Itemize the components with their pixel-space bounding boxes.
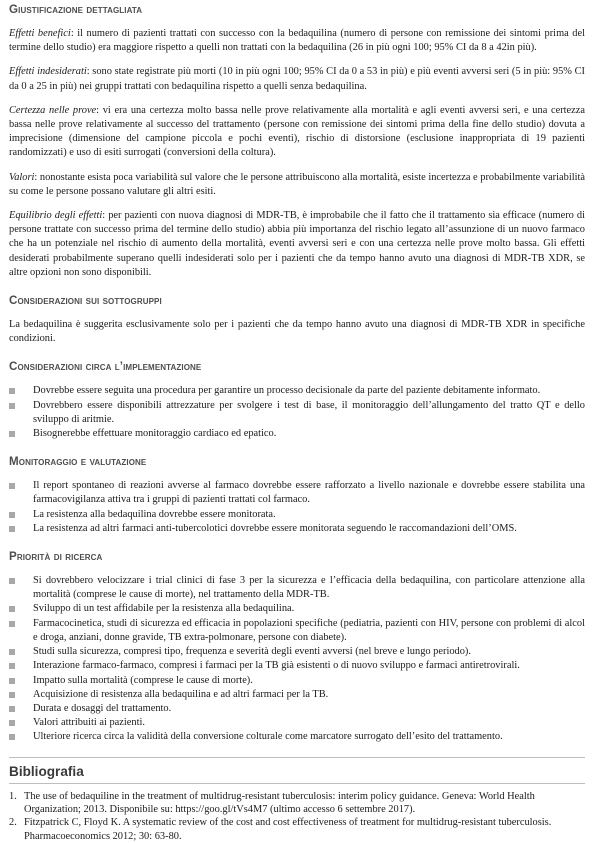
bibliography-top-divider bbox=[9, 757, 585, 758]
paragraph-valori: Valori: nonostante esista poca variabilità sul valore che le persone attribuiscono alla mortalità, esiste incertezza e probabilmente variabilità su come le persone possano valutare gli altri esiti. bbox=[9, 171, 585, 197]
bullet-square-icon bbox=[9, 678, 15, 684]
section-title-sottogruppi: Considerazioni sui sottogruppi bbox=[9, 294, 162, 308]
list-item: Durata e dosaggi del trattamento. bbox=[9, 702, 585, 716]
list-item: La resistenza ad altri farmaci anti-tubercolotici dovrebbe essere monitorata seguendo le raccomandazioni dell’OMS. bbox=[9, 522, 585, 536]
list-item: Interazione farmaco-farmaco, compresi i farmaci per la TB già esistenti o di nuovo sviluppo e farmaci antiretrovirali. bbox=[9, 659, 585, 673]
bullet-square-icon bbox=[9, 606, 15, 612]
list-item: Valori attribuiti ai pazienti. bbox=[9, 716, 585, 730]
bullet-square-icon bbox=[9, 483, 15, 489]
label-valori: Valori bbox=[9, 171, 35, 183]
bullet-square-icon bbox=[9, 621, 15, 627]
bullet-square-icon bbox=[9, 578, 15, 584]
list-item: Sviluppo di un test affidabile per la resistenza alla bedaquilina. bbox=[9, 602, 585, 616]
bullet-square-icon bbox=[9, 512, 15, 518]
list-item: Farmacocinetica, studi di sicurezza ed efficacia in popolazioni specifiche (pediatria, pazienti con HIV, persone con problemi di alcol e droga, anziani, donne gravide, TB extra-polmonare, persone con diabete). bbox=[9, 617, 585, 645]
bibliography-item: 2. Fitzpatrick C, Floyd K. A systematic review of the cost and cost effectiveness of treatment for multidrug-resistant tuberculosis. Pharmacoeconomics 2012; 30: 63-80. bbox=[9, 817, 552, 842]
list-item: Impatto sulla mortalità (comprese le cause di morte). bbox=[9, 674, 585, 688]
section-title-giustificazione: Giustificazione dettagliata bbox=[9, 3, 143, 16]
bullet-square-icon bbox=[9, 706, 15, 712]
bullet-square-icon bbox=[9, 431, 15, 437]
list-item: Ulteriore ricerca circa la validità della conversione colturale come marcatore surrogato dell’esito del trattamento. bbox=[9, 730, 585, 744]
section-title-ricerca: Priorità di ricerca bbox=[9, 550, 103, 564]
bibliography-list bbox=[9, 790, 585, 843]
list-item: Acquisizione di resistenza alla bedaquilina e ad altri farmaci per la TB. bbox=[9, 688, 585, 702]
bullet-square-icon bbox=[9, 649, 15, 655]
paragraph-effetti-indesiderati: Effetti indesiderati: sono state registrate più morti (10 in più ogni 100; 95% CI da 0 a 53 in più) e più eventi avversi seri (5 in più: 95% CI da 0 a 25 in più) nei gruppi trattati con bedaquilina rispetto a quelli senza bedaquilina. bbox=[9, 66, 586, 92]
label-effetti-indesiderati: Effetti indesiderati bbox=[9, 66, 87, 78]
label-effetti-benefici: Effetti benefici bbox=[9, 28, 71, 39]
bibliography-title: Bibliografia bbox=[9, 763, 84, 779]
list-item: Bisognerebbe effettuare monitoraggio cardiaco ed epatico. bbox=[9, 427, 585, 441]
bibliography-item: 1. The use of bedaquiline in the treatment of multidrug-resistant tuberculosis: interim policy guidance. Geneva: World Health Organization; 2013. Disponibile su: https://goo.gl/tVs4M7 (ultimo accesso 6 settembre 2017). bbox=[9, 790, 535, 815]
list-item: Il report spontaneo di reazioni avverse al farmaco dovrebbe essere rafforzato a livello nazionale e dovrebbe essere stabilita una farmacovigilanza attiva tra i gruppi di pazienti trattati col farmaco. bbox=[9, 479, 585, 507]
list-item: Dovrebbe essere seguita una procedura per garantire un processo decisionale da parte del paziente debitamente informato. bbox=[9, 384, 585, 398]
list-ricerca bbox=[9, 574, 585, 744]
list-implementazione bbox=[9, 384, 585, 441]
label-certezza: Certezza nelle prove bbox=[9, 104, 97, 116]
label-equilibrio: Equilibrio degli effetti bbox=[9, 210, 103, 222]
bullet-square-icon bbox=[9, 720, 15, 726]
section-title-monitoraggio: Monitoraggio e valutazione bbox=[9, 455, 147, 469]
bullet-square-icon bbox=[9, 734, 15, 740]
list-monitoraggio bbox=[9, 479, 585, 536]
paragraph-sottogruppi: La bedaquilina è suggerita esclusivamente solo per i pazienti che da tempo hanno avuto una diagnosi di MDR-TB XDR in specifiche condizioni. bbox=[9, 319, 585, 345]
list-item: Si dovrebbero velocizzare i trial clinici di fase 3 per la sicurezza e l’efficacia della bedaquilina, con particolare attenzione alla mortalità (comprese le cause di morte), nel trattamento della MDR-TB. bbox=[9, 574, 585, 602]
list-item: La resistenza alla bedaquilina dovrebbe essere monitorata. bbox=[9, 508, 585, 522]
bullet-square-icon bbox=[9, 692, 15, 698]
paragraph-certezza: Certezza nelle prove: vi era una certezza molto bassa nelle prove relativamente alla mortalità e agli eventi avversi seri, e una certezza bassa nelle prove relativamente al successo del trattamento (persone con remissione dei sintomi prima della fine dello studio) dovuta a imprecisione (dimensione del campione piccola e pochi eventi), rischio di distorsione (esclusione inappropriata di 19 pazienti randomizzati) e uso di esiti surrogati (conversioni della coltura). bbox=[9, 104, 585, 159]
section-title-implementazione: Considerazioni circa l’implementazione bbox=[9, 360, 202, 374]
bullet-square-icon bbox=[9, 403, 15, 409]
paragraph-effetti-benefici: Effetti benefici: il numero di pazienti trattati con successo con la bedaquilina (numero di persone con remissione dei sintomi prima del termine dello studio) era maggiore rispetto a quelli non trattati con la bedaquilina (26 in più ogni 100; 95% CI da 8 a 42in più). bbox=[9, 28, 585, 54]
paragraph-equilibrio: Equilibrio degli effetti: per pazienti con nuova diagnosi di MDR-TB, è improbabile che il fatto che il trattamento sia efficace (numero di persone trattate con successo prima del termine dello studio) abbia più importanza del rischio legato all’assunzione di un nuovo farmaco che ha un potenziale nel rischio di aumento della mortalità, eventi avversi seri e con una certezza nelle prove molto bassa. Gli effetti desiderati probabilmente superano quelli indesiderati solo per i pazienti che da tempo hanno avuto una diagnosi di MDR-TB XDR, se altre opzioni non sono disponibili. bbox=[9, 210, 585, 278]
bullet-square-icon bbox=[9, 526, 15, 532]
bullet-square-icon bbox=[9, 388, 15, 394]
list-item: Dovrebbero essere disponibili attrezzature per svolgere i test di base, il monitoraggio dell’allungamento del tratto QT e dello sviluppo di aritmie. bbox=[9, 399, 585, 427]
bibliography-divider bbox=[9, 783, 585, 784]
bullet-square-icon bbox=[9, 663, 15, 669]
list-item: Studi sulla sicurezza, compresi tipo, frequenza e severità degli eventi avversi (nel breve e lungo periodo). bbox=[9, 645, 585, 659]
